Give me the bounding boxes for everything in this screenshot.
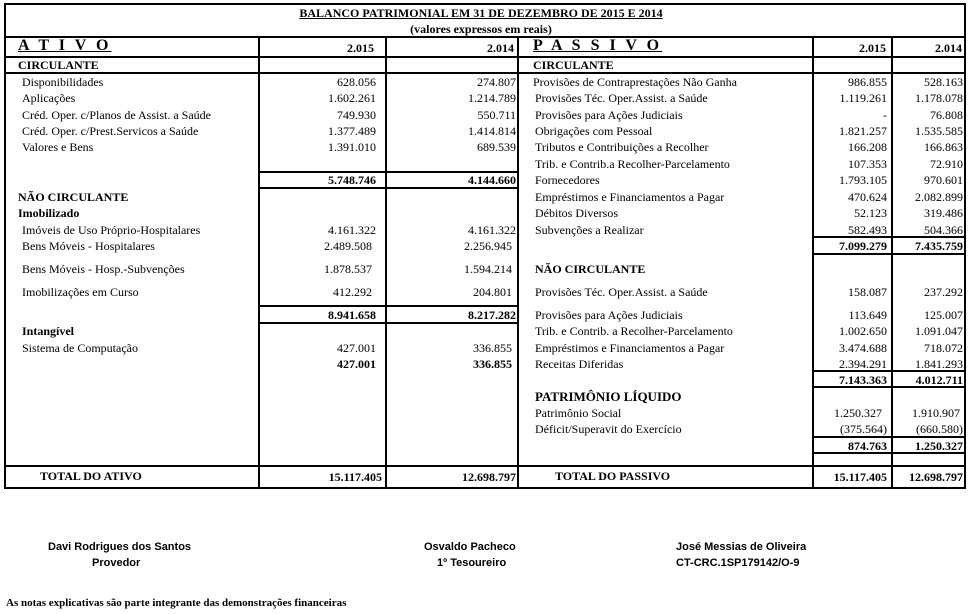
row-value-2014: (660.580) (916, 422, 963, 436)
row-label: Imóveis de Uso Próprio-Hospitalares (22, 223, 201, 237)
imobilizado-total-2015: 8.941.658 (328, 308, 376, 322)
ativo-circulante-label: CIRCULANTE (18, 58, 99, 72)
row-label: Obrigações com Pessoal (535, 124, 653, 138)
ativo-heading: A T I V O (18, 37, 112, 54)
row-label: Imobilizações em Curso (22, 285, 139, 299)
signature-name: Davi Rodrigues dos Santos (48, 541, 192, 553)
row-value-2014: 2.256.945 (464, 239, 512, 253)
row-value-2015: 1.602.261 (328, 91, 376, 105)
row-value-2015: 2.394.291 (839, 357, 887, 371)
row-value-2014: 504.366 (924, 223, 963, 237)
row-value-2015: 158.087 (848, 285, 887, 299)
patrimonio-total-2014: 1.250.327 (915, 439, 963, 453)
row-label: Bens Móveis - Hosp.-Subvenções (22, 262, 185, 276)
row-label: Provisões Téc. Oper.Assist. a Saúde (535, 91, 708, 105)
ativo-nao-circulante-label: NÃO CIRCULANTE (18, 190, 129, 204)
row-value-2014: 689.539 (477, 140, 516, 154)
row-value-2014: 204.801 (473, 285, 512, 299)
row-label: Empréstimos e Financiamentos a Pagar (535, 341, 725, 355)
row-value-2014: 1.841.293 (915, 357, 963, 371)
passivo-circulante-label: CIRCULANTE (533, 58, 614, 72)
signature-name: Osvaldo Pacheco (424, 541, 516, 553)
imobilizado-label: Imobilizado (18, 206, 80, 220)
total-ativo-2015: 15.117.405 (328, 470, 382, 484)
row-label: Bens Móveis - Hospitalares (22, 239, 155, 253)
footnote: As notas explicativas são parte integrante das demonstrações financeiras (6, 597, 347, 609)
row-value-2015: 582.493 (848, 223, 887, 237)
row-label: Empréstimos e Financiamentos a Pagar (535, 190, 725, 204)
passivo-nao-circulante-label: NÃO CIRCULANTE (535, 262, 646, 276)
patrimonio-total-2015: 874.763 (848, 439, 887, 453)
row-value-2015: 1.793.105 (839, 173, 887, 187)
row-value-2015: 1.002.650 (839, 324, 887, 338)
passivo-year-2015: 2.015 (859, 41, 886, 55)
row-value-2015: 470.624 (848, 190, 887, 204)
row-value-2014: 1.414.814 (468, 124, 516, 138)
row-value-2015: 412.292 (333, 285, 372, 299)
passivo-heading: P A S S I V O (533, 37, 663, 54)
row-value-2014: 319.486 (924, 206, 963, 220)
total-passivo-2014: 12.698.797 (909, 470, 963, 484)
row-value-2015: 427.001 (337, 341, 376, 355)
row-label: Subvenções a Realizar (535, 223, 644, 237)
row-label: Créd. Oper. c/Prest.Servicos a Saúde (22, 124, 199, 138)
row-value-2014: 166.863 (924, 140, 963, 154)
row-label: Valores e Bens (22, 140, 94, 154)
passivo-nao-circulante-total-2014: 4.012.711 (915, 373, 963, 387)
row-value-2015: 749.930 (337, 108, 376, 122)
row-value-2014: 528.163 (924, 75, 963, 89)
row-value-2014: 1.091.047 (915, 324, 963, 338)
signature-name: José Messias de Oliveira (676, 541, 807, 553)
ativo-year-2015: 2.015 (347, 41, 374, 55)
signature-role: Provedor (92, 557, 141, 569)
imobilizado-total-2014: 8.217.282 (468, 308, 516, 322)
ativo-year-2014: 2.014 (487, 41, 514, 55)
row-value-2014: 237.292 (924, 285, 963, 299)
signature-role: 1º Tesoureiro (437, 557, 507, 569)
row-label: Tributos e Contribuições a Recolher (535, 140, 709, 154)
signature-role: CT-CRC.1SP179142/O-9 (676, 557, 800, 569)
row-label: Trib. e Contrib. a Recolher-Parcelamento (535, 324, 733, 338)
row-value-2015: (375.564) (840, 422, 887, 436)
row-value-2014: 72.910 (930, 157, 963, 171)
row-label: Receitas Diferidas (535, 357, 624, 371)
patrimonio-liquido-label: PATRIMÔNIO LÍQUIDO (535, 389, 682, 404)
row-value-2015: 1.821.257 (839, 124, 887, 138)
total-ativo-2014: 12.698.797 (462, 470, 516, 484)
row-value-2015: - (883, 108, 887, 122)
row-value-2014: 1.178.078 (915, 91, 963, 105)
row-label: Déficit/Superavit do Exercício (535, 422, 682, 436)
row-value-2015: 113.649 (848, 308, 887, 322)
page-subtitle: (valores expressos em reais) (410, 22, 552, 36)
row-label: Trib. e Contrib.a Recolher-Parcelamento (535, 157, 730, 171)
row-label: Patrimônio Social (535, 406, 622, 420)
row-value-2014: 76.808 (930, 108, 963, 122)
ativo-circulante-total-2015: 5.748.746 (328, 173, 376, 187)
row-label: Provisões de Contraprestações Não Ganha (533, 75, 737, 89)
passivo-circulante-total-2015: 7.099.279 (839, 239, 887, 253)
row-value-2015: 52.123 (854, 206, 887, 220)
row-value-2014: 4.161.322 (468, 223, 516, 237)
row-label: Sistema de Computação (22, 341, 138, 355)
row-label: Provisões para Ações Judiciais (535, 308, 683, 322)
row-value-2014: 1.910.907 (912, 406, 960, 420)
intangivel-total-2015: 427.001 (337, 357, 376, 371)
row-value-2014: 125.007 (924, 308, 963, 322)
row-value-2014: 274.807 (477, 75, 516, 89)
row-label: Débitos Diversos (535, 206, 618, 220)
row-value-2015: 1.377.489 (328, 124, 376, 138)
row-label: Aplicações (22, 91, 76, 105)
row-value-2014: 2.082.899 (915, 190, 963, 204)
row-value-2015: 107.353 (848, 157, 887, 171)
row-value-2014: 336.855 (473, 341, 512, 355)
passivo-circulante-total-2014: 7.435.759 (915, 239, 963, 253)
total-ativo-label: TOTAL DO ATIVO (40, 469, 142, 483)
row-label: Fornecedores (535, 173, 600, 187)
total-passivo-label: TOTAL DO PASSIVO (555, 469, 671, 483)
row-value-2014: 970.601 (924, 173, 963, 187)
row-value-2015: 166.208 (848, 140, 887, 154)
row-label: Provisões para Ações Judiciais (535, 108, 683, 122)
row-label: Créd. Oper. c/Planos de Assist. a Saúde (22, 108, 211, 122)
total-passivo-2015: 15.117.405 (833, 470, 887, 484)
intangivel-label: Intangível (22, 324, 75, 338)
row-value-2014: 1.214.789 (468, 91, 516, 105)
row-value-2015: 1.250.327 (834, 406, 882, 420)
row-value-2014: 550.711 (477, 108, 516, 122)
row-value-2014: 718.072 (924, 341, 963, 355)
row-value-2015: 2.489.508 (324, 239, 372, 253)
row-value-2014: 1.535.585 (915, 124, 963, 138)
row-value-2015: 986.855 (848, 75, 887, 89)
passivo-nao-circulante-total-2015: 7.143.363 (839, 373, 887, 387)
ativo-circulante-total-2014: 4.144.660 (468, 173, 516, 187)
row-value-2015: 4.161.322 (328, 223, 376, 237)
passivo-year-2014: 2.014 (935, 41, 962, 55)
row-value-2015: 1.878.537 (324, 262, 372, 276)
page-title: BALANCO PATRIMONIAL EM 31 DE DEZEMBRO DE 2015 E 2014 (299, 6, 663, 20)
row-value-2015: 3.474.688 (839, 341, 887, 355)
row-value-2015: 1.119.261 (839, 91, 887, 105)
row-value-2015: 628.056 (337, 75, 376, 89)
row-label: Disponibilidades (22, 75, 104, 89)
row-value-2015: 1.391.010 (328, 140, 376, 154)
row-label: Provisões Téc. Oper.Assist. a Saúde (535, 285, 708, 299)
intangivel-total-2014: 336.855 (473, 357, 512, 371)
row-value-2014: 1.594.214 (464, 262, 512, 276)
